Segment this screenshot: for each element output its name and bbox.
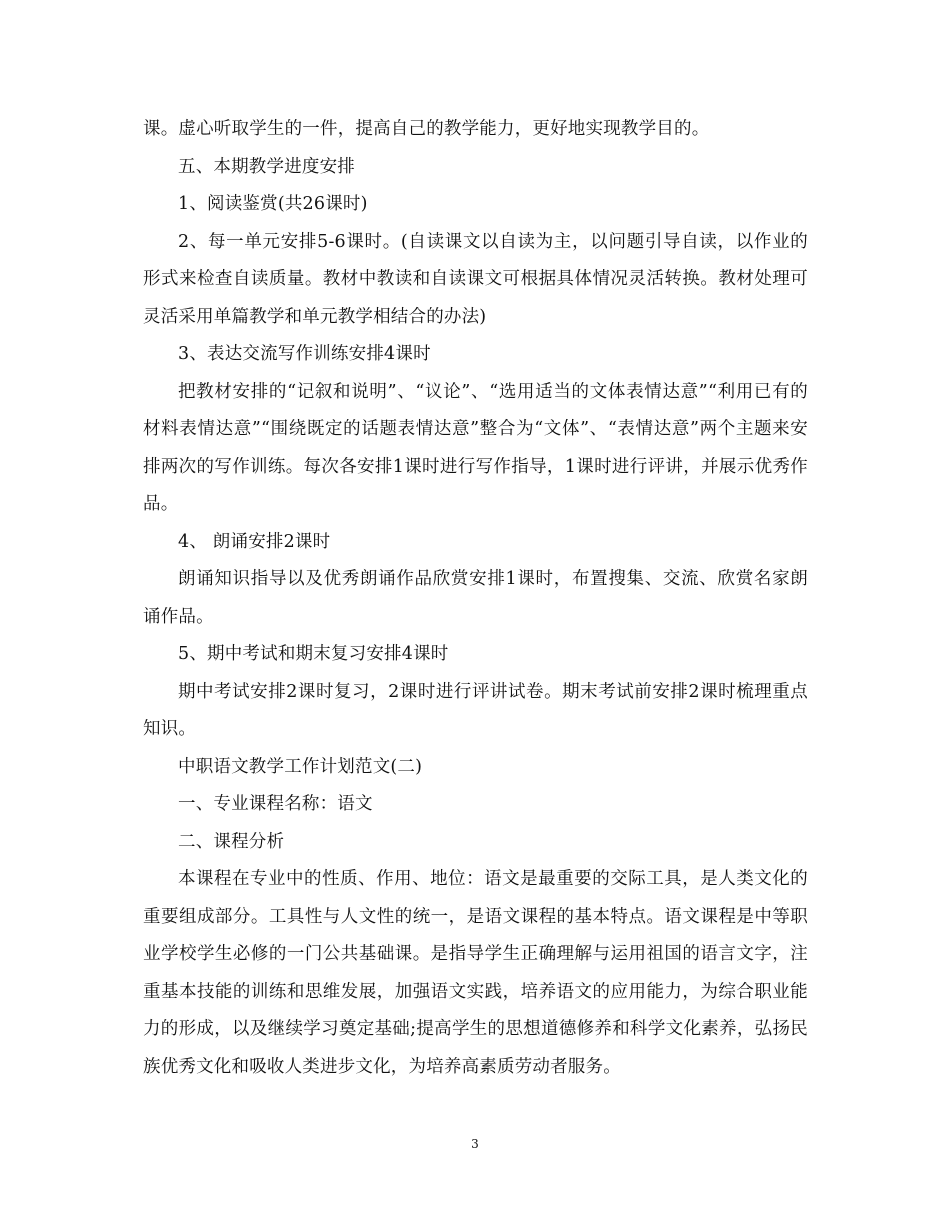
schedule-item-reading: 1、阅读鉴赏(共26课时) [178, 194, 368, 214]
document-body [143, 111, 808, 1086]
writing-description: 把教材安排的“记叙和说明”、“议论”、“选用适当的文体表情达意”“利用已有的材料表情达意”“围绕既定的话题表情达意”整合为“文体”、“表情达意”两个主题来安排两次的写作训练。每次各安排1课时进行写作指导，1课时进行评讲，并展示优秀作品。 [143, 381, 808, 514]
sample-title-two: 中职语文教学工作计划范文(二) [178, 756, 423, 777]
schedule-item-units: 2、每一单元安排5-6课时。(自读课文以自读为主，以问题引导自读，以作业的形式来检查自读质量。教材中教读和自读课文可根据具体情况灵活转换。教材处理可灵活采用单篇教学和单元教学相结合的办法) [143, 231, 808, 327]
course-name-heading: 一、专业课程名称：语文 [178, 794, 373, 814]
course-analysis-paragraph: 本课程在专业中的性质、作用、地位：语文是最重要的交际工具，是人类文化的重要组成部分。工具性与人文性的统一，是语文课程的基本特点。语文课程是中等职业学校学生必修的一门公共基础课。是指导学生正确理解与运用祖国的语言文字，注重基本技能的训练和思维发展，加强语文实践，培养语文的应用能力，为综合职业能力的形成，以及继续学习奠定基础;提高学生的思想道德修养和科学文化素养，弘扬民族优秀文化和吸收人类进步文化，为培养高素质劳动者服务。 [143, 869, 808, 1077]
exams-description: 期中考试安排2课时复习，2课时进行评讲试卷。期末考试前安排2课时梳理重点知识。 [143, 681, 808, 739]
schedule-item-recitation: 4、 朗诵安排2课时 [178, 531, 331, 552]
recitation-description: 朗诵知识指导以及优秀朗诵作品欣赏安排1课时，布置搜集、交流、欣赏名家朗诵作品。 [143, 569, 808, 627]
page-number: 3 [471, 1137, 479, 1151]
section-heading-schedule: 五、本期教学进度安排 [178, 156, 355, 177]
course-analysis-heading: 二、课程分析 [178, 831, 285, 852]
schedule-item-writing: 3、表达交流写作训练安排4课时 [178, 344, 431, 364]
paragraph-continuation: 课。虚心听取学生的一件，提高自己的教学能力，更好地实现教学目的。 [143, 119, 710, 139]
schedule-item-exams: 5、期中考试和期末复习安排4课时 [178, 644, 449, 664]
